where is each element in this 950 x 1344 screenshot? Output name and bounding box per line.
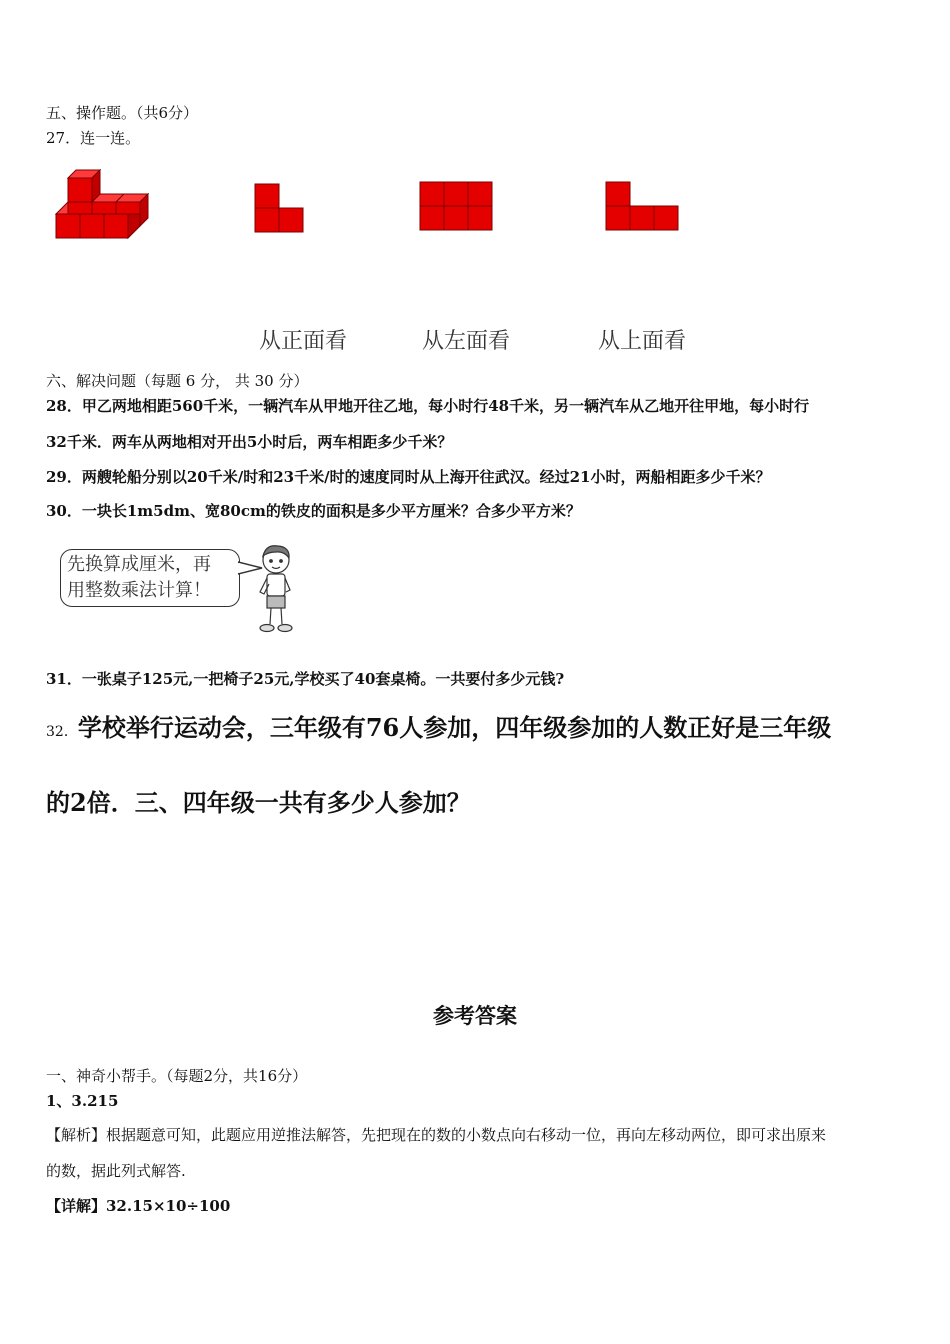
question-28-line2: 32千米．两车从两地相对开出5小时后，两车相距多少千米？ [46,433,453,451]
question-32-text-line1: 学校举行运动会，三年级有76人参加，四年级参加的人数正好是三年级 [77,713,832,742]
detail-line: 【详解】32.15×10÷100 [46,1197,231,1215]
question-32-number: 32． [46,724,78,740]
question-30: 30．一块长1m5dm、宽80cm的铁皮的面积是多少平方厘米？合多少平方米？ [46,502,581,520]
question-31: 31．一张桌子125元,一把椅子25元,学校买了40套桌椅。一共要付多少元钱? [46,670,565,688]
front-view-shape [419,181,495,233]
section5-header: 五、操作题。（共6分） [46,104,199,122]
view-label-top: 从上面看 [598,329,687,354]
view-label-front: 从正面看 [259,329,348,354]
question-29: 29．两艘轮船分别以20千米/时和23千米/时的速度同时从上海开往武汉。经过21小时，两船相距多少千米？ [46,468,771,486]
boy-illustration [252,542,300,636]
question-32-line2: 的2倍．三、四年级一共有多少人参加？ [46,788,471,817]
bubble-line-1: 先换算成厘米，再 [67,554,211,575]
answers-section1-header: 一、神奇小帮手。（每题2分，共16分） [46,1067,308,1085]
section6-header: 六、解决问题（每题 6 分， 共 30 分） [46,372,309,390]
cube-solid-figure [50,168,150,242]
analysis-line2: 的数，据此列式解答. [46,1162,186,1180]
answer-1: 1、3.215 [46,1092,119,1110]
answers-title: 参考答案 [433,1003,517,1028]
question-27: 27．连一连。 [46,129,141,147]
question-28-line1: 28．甲乙两地相距560千米，一辆汽车从甲地开往乙地，每小时行48千米，另一辆汽车从乙地开往甲地，每小时行 [46,397,810,415]
bubble-line-2: 用整数乘法计算！ [67,580,211,601]
left-view-shape [254,183,306,235]
view-label-left: 从左面看 [422,329,511,354]
top-view-shape [605,181,681,233]
analysis-line1: 【解析】根据题意可知，此题应用逆推法解答，先把现在的数的小数点向右移动一位，再向左移动两位，即可求出原来 [46,1126,827,1144]
hint-speech-bubble [60,549,240,607]
question-32-line1 [46,708,831,743]
